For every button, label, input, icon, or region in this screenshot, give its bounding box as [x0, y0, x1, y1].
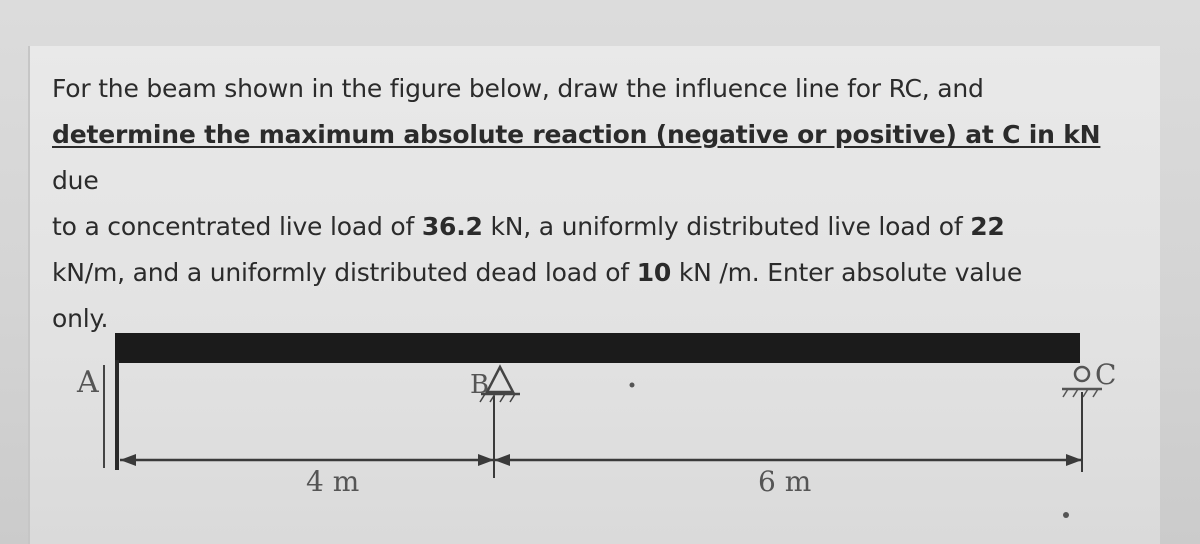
question-line-5-text: only. [52, 304, 109, 333]
question-line-3-a: to a concentrated live load of [52, 212, 422, 241]
question-line-2-rest: due [52, 166, 99, 195]
question-line-3-b: kN, a uniformly distributed live load of [482, 212, 971, 241]
question-underlined-text: determine the maximum absolute reaction (negative or positive) at C in kN [52, 120, 1101, 149]
concentrated-load-value: 36.2 [421, 212, 483, 241]
speck-dot [1063, 512, 1069, 518]
live-udl-value: 22 [970, 212, 1005, 241]
span-bc-label: 6 m [758, 465, 812, 498]
beam [115, 333, 1080, 363]
question-line-4-a: kN/m, and a uniformly distributed dead load of [52, 258, 637, 287]
question-line-1-text: For the beam shown in the figure below, draw the influence line for RC, and [52, 74, 984, 103]
span-ab-label: 4 m [306, 465, 360, 498]
fixed-support-a [104, 360, 117, 470]
label-c: C [1095, 358, 1117, 391]
question-line-4-b: kN /m. Enter absolute value [671, 258, 1023, 287]
speck-dot [630, 383, 635, 388]
dead-udl-value: 10 [636, 258, 672, 287]
label-a: A [77, 365, 99, 400]
label-b: B [470, 370, 490, 400]
